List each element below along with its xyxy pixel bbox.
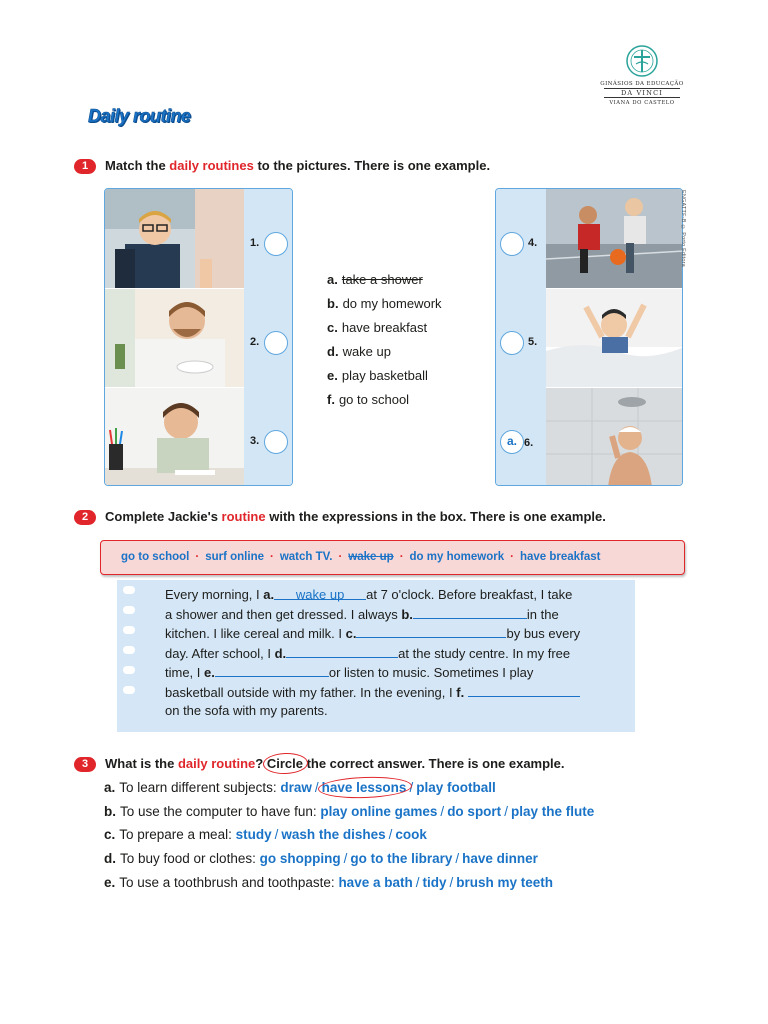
option-d: d. wake up xyxy=(327,344,391,359)
school-logo xyxy=(592,44,692,106)
exercise-3-instruction: What is the daily routine? Circle the correct answer. There is one example. xyxy=(105,756,565,771)
option-c: c. have breakfast xyxy=(327,320,428,335)
choice-do-sport[interactable]: do sport xyxy=(447,804,502,819)
slot-label-2: 2. xyxy=(250,336,260,348)
photo-wake-up xyxy=(546,289,683,387)
option-b: b. do my homework xyxy=(327,296,442,311)
page-title: Daily routine xyxy=(88,106,191,126)
question-d: d. To buy food or clothes: go shopping / go to the library / have dinner xyxy=(104,851,538,866)
photo-have-breakfast xyxy=(105,289,244,387)
choice-wash-the-dishes[interactable]: wash the dishes xyxy=(281,827,386,842)
word-separator: · xyxy=(195,551,200,563)
logo-line-1: GINÁSIOS DA EDUCAÇÃO xyxy=(600,81,684,87)
gap-a[interactable]: wake up xyxy=(274,586,366,600)
choice-go-to-the-library[interactable]: go to the library xyxy=(350,851,453,866)
exercise-3-number: 3 xyxy=(74,757,96,772)
choice-play-online-games[interactable]: play online games xyxy=(320,804,438,819)
gap-c[interactable] xyxy=(356,624,506,638)
choice-have-a-bath[interactable]: have a bath xyxy=(338,875,413,890)
word-surf-online: surf online xyxy=(205,551,264,563)
choice-study[interactable]: study xyxy=(235,827,272,842)
question-e: e. To use a toothbrush and toothpaste: have a bath / tidy / brush my teeth xyxy=(104,875,554,890)
question-b: b. To use the computer to have fun: play online games / do sport / play the flute xyxy=(104,804,595,819)
photo-go-to-school xyxy=(105,189,244,288)
answer-circle-3[interactable] xyxy=(264,430,288,454)
expression-word-box xyxy=(100,540,685,575)
question-a: a. To learn different subjects: draw / have lessons / play football xyxy=(104,780,496,795)
choice-play-the-flute[interactable]: play the flute xyxy=(510,804,595,819)
choice-tidy[interactable]: tidy xyxy=(422,875,447,890)
word-have-breakfast: have breakfast xyxy=(519,551,601,563)
exercise-2-instruction: Complete Jackie's routine with the expressions in the box. There is one example. xyxy=(105,509,606,524)
slot-label-1: 1. xyxy=(250,237,260,249)
choice-have-dinner[interactable]: have dinner xyxy=(462,851,538,866)
option-e: e. play basketball xyxy=(327,368,428,383)
routine-options-list xyxy=(327,268,442,412)
answer-circle-2[interactable] xyxy=(264,331,288,355)
option-f: f. go to school xyxy=(327,392,410,407)
school-emblem-icon xyxy=(625,44,659,78)
choice-brush-my-teeth[interactable]: brush my teeth xyxy=(456,875,554,890)
answer-circle-4[interactable] xyxy=(500,232,524,256)
word-watch-tv: watch TV. xyxy=(279,551,333,563)
gap-d[interactable] xyxy=(286,644,398,658)
choice-draw[interactable]: draw xyxy=(280,780,312,795)
slot-label-5: 5. xyxy=(528,336,538,348)
option-a: a. take a shower xyxy=(327,272,423,287)
image-credit: ENGATTF-B © Porto Editora xyxy=(680,190,686,267)
slot-label-4: 4. xyxy=(528,237,538,249)
word-separator: · xyxy=(510,551,514,563)
exercise-1-number: 1 xyxy=(74,159,96,174)
word-separator: · xyxy=(338,551,343,563)
question-c: c. To prepare a meal: study / wash the dishes / cook xyxy=(104,827,427,842)
word-go-to-school: go to school xyxy=(121,551,190,563)
gap-b[interactable] xyxy=(413,605,527,619)
answer-circle-6[interactable]: a. xyxy=(500,430,524,454)
choice-go-shopping[interactable]: go shopping xyxy=(259,851,341,866)
choice-play-football[interactable]: play football xyxy=(416,780,496,795)
logo-line-3: VIANA DO CASTELO xyxy=(609,100,675,106)
answer-circle-5[interactable] xyxy=(500,331,524,355)
exercise-1-instruction: Match the daily routines to the pictures. There is one example. xyxy=(105,158,491,173)
choice-cook[interactable]: cook xyxy=(395,827,427,842)
exercise-2-number: 2 xyxy=(74,510,96,525)
word-do-my-homework: do my homework xyxy=(409,551,505,563)
choice-have-lessons[interactable]: have lessons xyxy=(321,780,407,795)
gap-f[interactable] xyxy=(468,683,580,697)
slot-label-3: 3. xyxy=(250,435,260,447)
word-separator: · xyxy=(399,551,404,563)
gap-e[interactable] xyxy=(215,663,329,677)
photo-take-a-shower xyxy=(546,388,683,486)
photo-do-homework xyxy=(105,388,244,486)
word-wake-up: wake up xyxy=(348,551,394,563)
answer-circle-1[interactable] xyxy=(264,232,288,256)
logo-line-2: DA VINCI xyxy=(604,88,680,98)
photo-play-basketball xyxy=(546,189,683,288)
jackie-routine-passage: Every morning, I a. wake up at 7 o'clock. Before breakfast, I take a shower and then get dressed. I always b. in the kitchen. I like cereal and milk. I c. by bus every day. After school, I d. at the study centre. In my free time, I e. or listen to music. Sometimes I play basketball outside with my father. In the evening, I f. on the sofa with my parents. xyxy=(165,587,581,718)
word-separator: · xyxy=(269,551,274,563)
slot-label-6: 6. xyxy=(524,437,534,449)
